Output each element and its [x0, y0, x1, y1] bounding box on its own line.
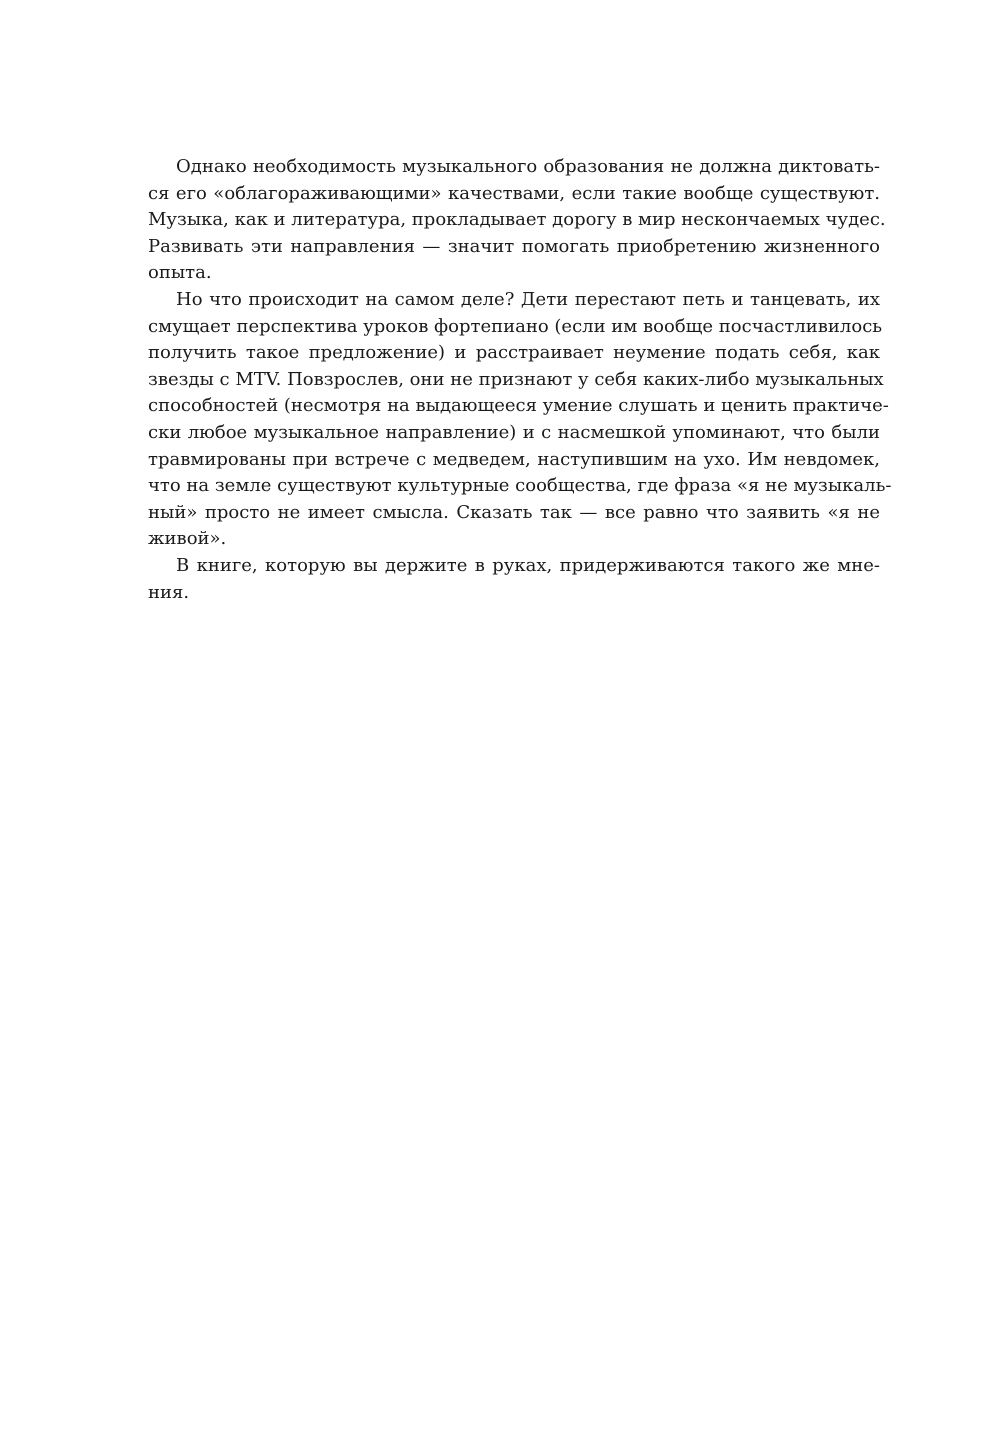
text-line: Однако необходимость музыкального образования не должна диктовать-	[176, 156, 880, 177]
text-line: В книге, которую вы держите в руках, придерживаются такого же мне-	[176, 554, 880, 576]
text-line: получить такое предложение) и расстраивает неумение подать себя, как	[148, 342, 880, 364]
text-line: смущает перспектива уроков фортепиано (если им вообще посчастливилось	[148, 315, 883, 337]
text-line: живой».	[148, 528, 227, 550]
text-line: Развивать эти направления — значит помогать приобретению жизненного	[148, 235, 880, 257]
paragraph	[148, 154, 886, 287]
text-line: Но что происходит на самом деле? Дети перестают петь и танцевать, их	[176, 288, 880, 310]
text-line: Музыка, как и литература, прокладывает дорогу в мир нескончаемых чудес.	[148, 209, 886, 231]
text-line: звезды с MTV. Повзрослев, они не признают у себя каких-либо музыкальных	[148, 368, 884, 390]
body-text	[148, 154, 892, 606]
text-line: способностей (несмотря на выдающееся умение слушать и ценить практиче-	[148, 395, 889, 417]
text-line: ся его «облагораживающими» качествами, если такие вообще существуют.	[148, 182, 880, 204]
text-line: что на земле существуют культурные сообщества, где фраза «я не музыкаль-	[148, 475, 892, 497]
text-line: опыта.	[148, 262, 212, 284]
text-line: ный» просто не имеет смысла. Сказать так — все равно что заявить «я не	[148, 501, 880, 523]
text-line: травмированы при встрече с медведем, наступившим на ухо. Им невдомек,	[148, 448, 880, 470]
text-line: ски любое музыкальное направление) и с насмешкой упоминают, что были	[148, 421, 880, 443]
paragraph	[148, 287, 892, 553]
paragraph	[148, 553, 880, 606]
text-line: ния.	[148, 581, 190, 603]
